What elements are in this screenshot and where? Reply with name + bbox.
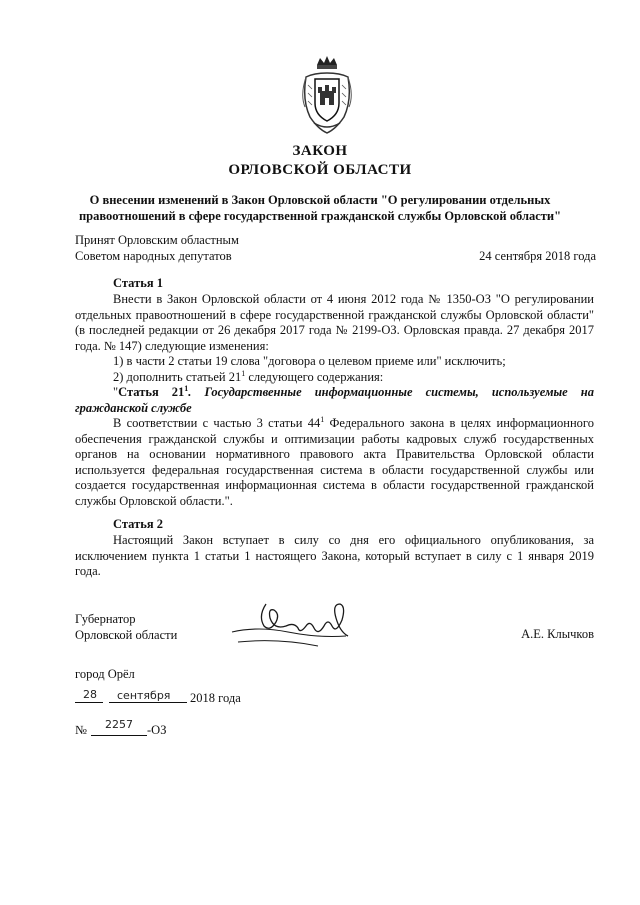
adoption-line-2: Советом народных депутатов <box>75 249 232 263</box>
item-2-tail: следующего содержания: <box>245 370 384 384</box>
number-suffix: -ОЗ <box>147 723 167 737</box>
item-2-text: 2) дополнить статьей 21 <box>113 370 242 384</box>
article-1-heading: Статья 1 <box>113 276 163 290</box>
day-underline <box>75 702 103 703</box>
position-line-1: Губернатор <box>75 612 136 626</box>
number-value: 2257 <box>105 718 133 731</box>
signing-date <box>75 688 275 708</box>
new-article-superscript: 1 <box>184 383 189 393</box>
subject-line-1: О внесении изменений в Закон Орловской области "О регулировании отдельных <box>89 193 551 207</box>
article-2-paragraph: Настоящий Закон вступает в силу со дня его официального опубликования, за исключением пункта 1 статьи 1 настоящего Закона, который вступает в силу с 1 января 2019 года. <box>75 533 594 578</box>
new-article-heading-text: . Государственные информационные системы, используемые на гражданской службе <box>75 385 594 415</box>
new-article-title <box>75 385 594 416</box>
para-2-superscript: 1 <box>320 414 325 424</box>
law-title: ЗАКОН <box>292 143 348 159</box>
city-name: город Орёл <box>75 667 135 681</box>
date-month: сентября <box>117 689 171 702</box>
law-number <box>75 718 275 738</box>
article-2-heading: Статья 2 <box>113 517 163 531</box>
month-underline <box>109 702 187 703</box>
new-article-quote: " <box>113 385 119 399</box>
date-year: 2018 года <box>190 691 241 705</box>
adoption-date: 24 сентября 2018 года <box>479 249 596 263</box>
article-1-paragraph-1: Внести в Закон Орловской области от 4 июня 2012 года № 1350-ОЗ "О регулировании отдельных правоотношений в сфере государственной гражданской службы Орловской области" (в последней редакции от 26 декабря 2017 года № 2199-ОЗ. Орловская правда. 27 декабря 2017 года. № 147) следующие изменения: <box>75 292 594 353</box>
governor-name: А.Е. Клычков <box>521 627 594 641</box>
law-subject <box>40 192 600 224</box>
item-2-superscript: 1 <box>241 368 246 378</box>
region-title: ОРЛОВСКОЙ ОБЛАСТИ <box>228 162 412 178</box>
article-1-item-2 <box>75 370 594 386</box>
article-1-paragraph-2 <box>75 416 594 509</box>
para-2-text: В соответствии с частью 3 статьи 44 <box>113 416 321 430</box>
adoption-line-1: Принят Орловским областным <box>75 233 239 247</box>
number-sign: № <box>75 723 87 737</box>
number-underline <box>91 735 147 736</box>
subject-line-2: правоотношений в сфере государственной гражданской службы Орловской области" <box>78 209 562 223</box>
para-2-tail: Федерального закона в целях информационного обеспечения гражданской службы и оптимизации работы кадровых служб государственных органов на основании нормативного правового акта Правительства Орловской области используется федеральная государственная система в области государственной службы или создается государственная информационная система в области государственной гражданской службы Орловской области.". <box>75 416 595 508</box>
signatory-position <box>75 611 177 643</box>
article-1-item-1: 1) в части 2 статьи 19 слова "договора о целевом приеме или" исключить; <box>113 354 506 368</box>
date-day: 28 <box>83 688 97 701</box>
position-line-2: Орловской области <box>75 628 178 642</box>
handwritten-signature <box>228 596 368 652</box>
adoption-body <box>75 232 239 264</box>
coat-of-arms-icon <box>300 55 354 135</box>
new-article-label: Статья 21 <box>118 385 185 399</box>
